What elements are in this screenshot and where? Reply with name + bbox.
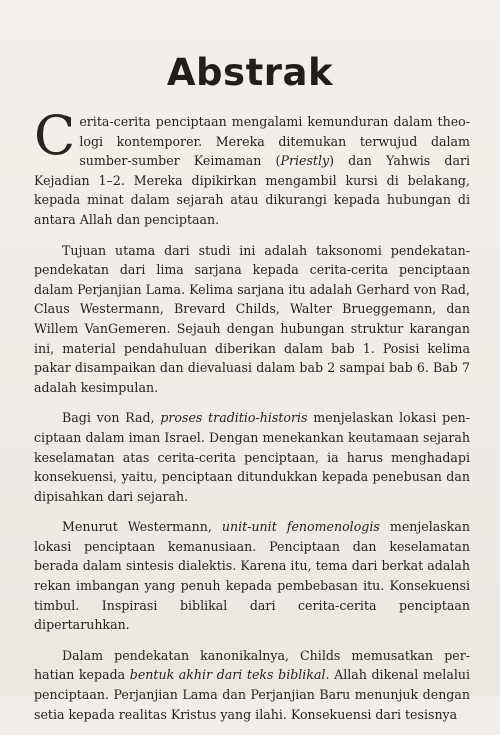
italic-term: unit-unit fenomenologis [221, 519, 380, 535]
paragraph-3 [34, 408, 470, 506]
text-segment: Bagi von Rad, [62, 410, 161, 426]
paragraph-4 [34, 517, 470, 635]
italic-term: Priestly [280, 153, 330, 169]
italic-term: bentuk akhir dari teks biblikal [129, 667, 326, 683]
paragraph-1 [34, 104, 471, 230]
text-segment: Tujuan utama dari studi ini adalah taksonomi pendekatan-pendekatan dari lima sarjana kepada cerita-cerita penciptaan dalam Perjanjian Lama. Kelima sarjana itu adalah Gerhard von Rad, Claus Westermann, Brevard Childs, Walter Brueggemann, dan Willem VanGemeren. Sejauh dengan hubungan struktur karangan ini, material pendahuluan diberikan dalam bab 1. Posisi kelima pakar disampaikan dan dievaluasi dalam bab 2 sampai bab 6. Bab 7 adalah kesimpulan. [34, 242, 470, 395]
text-segment: menjelaskan lokasi penciptaan kemanusiaan. Penciptaan dan keselamatan berada dalam sintesis dialektis. Karena itu, tema dari berkat adalah rekan imbangan yang penuh kepada pembebasan itu. Konsekuensi timbul. Inspirasi biblikal dari cerita-cerita penciptaan dipertaruhkan. [34, 519, 470, 633]
text-segment: menjelaskan lokasi pen-ciptaan dalam iman Israel. Dengan menekankan keutamaan sejarah keselamatan atas cerita-cerita penciptaan, ia harus menghadapi konsekuensi, yaitu, penciptaan ditundukkan kepada penebusan dan dipisahkan dari sejarah. [34, 410, 471, 504]
abstract-body [34, 104, 471, 735]
page-title: Abstrak [166, 50, 334, 94]
text-segment: erita-cerita penciptaan mengalami kemunduran dalam theo-logi kontemporer. Mereka ditemukan terwujud dalam sumber-sumber Keimaman ( [79, 114, 470, 169]
text-segment: Dalam pendekatan kanonikalnya, Childs memusatkan per-hatian kepada [34, 647, 470, 683]
paragraph-2 [34, 241, 470, 398]
paragraph-5 [34, 646, 470, 724]
text-segment: ) dan Yahwis dari Kejadian 1–2. Mereka dipikirkan mengambil kursi di belakang, kepada minat dalam sejarah atau dikurangi kepada hubungan di antara Allah dan penciptaan. [34, 153, 471, 227]
text-segment: Menurut Westermann, [62, 519, 222, 535]
text-segment: . Allah dikenal melalui penciptaan. Perjanjian Lama dan Perjanjian Baru menunjuk dengan setia kepada realitas Kristus yang ilahi. Konsekuensi dari tesisnya [34, 667, 471, 722]
drop-cap: C [34, 104, 76, 167]
italic-term: proses traditio-historis [160, 410, 308, 426]
